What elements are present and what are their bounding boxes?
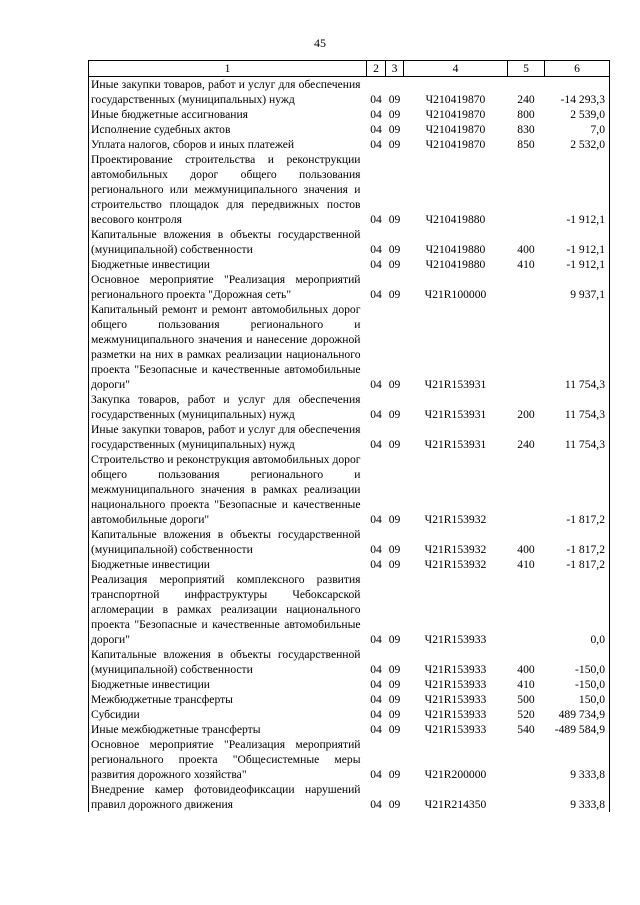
header-col-3: 3 [386,61,404,77]
row-amount: -1 912,1 [545,227,610,257]
row-subsection: 09 [388,438,401,451]
row-expense-type: 400 [517,543,535,556]
row-section: 04 [370,123,382,136]
row-amount: 2 539,0 [545,107,610,122]
row-expense-type: 850 [517,138,535,151]
row-subsection: 09 [388,258,401,271]
row-expense-type: 500 [517,693,535,706]
row-target-article: Ч21R153933 [424,708,487,721]
row-subsection: 09 [388,678,401,691]
row-name: Закупка товаров, работ и услуг для обеспечения государственных (муниципальных) нужд [89,392,367,422]
row-subsection: 09 [388,768,401,781]
table-row [89,77,610,108]
header-col-2: 2 [367,61,386,77]
row-expense-type: 240 [517,93,535,106]
row-subsection: 09 [388,213,401,226]
row-target-article: Ч21R153933 [424,678,487,691]
row-target-article: Ч210419870 [425,108,486,121]
table-row [89,722,610,737]
row-section: 04 [370,663,382,676]
row-amount: 7,0 [545,122,610,137]
row-subsection: 09 [388,798,401,811]
row-expense-type: 830 [517,123,535,136]
table-row [89,452,610,527]
row-section: 04 [370,513,382,526]
row-expense-type: 410 [517,678,535,691]
row-amount: -1 817,2 [545,557,610,572]
row-amount: -14 293,3 [545,77,610,108]
table-row [89,647,610,677]
row-subsection: 09 [388,693,401,706]
row-target-article: Ч21R153932 [424,558,487,571]
row-section: 04 [370,678,382,691]
row-name: Капитальные вложения в объекты государственной (муниципальной) собственности [89,647,367,677]
row-name: Иные закупки товаров, работ и услуг для обеспечения государственных (муниципальных) нужд [89,422,367,452]
row-name: Внедрение камер фотовидеофиксации нарушений правил дорожного движения [89,782,367,812]
page-number: 45 [314,36,326,50]
row-target-article: Ч21R153933 [424,633,487,646]
table-row [89,152,610,227]
header-col-6: 6 [545,61,610,77]
row-subsection: 09 [388,543,401,556]
row-expense-type: 200 [517,408,535,421]
row-target-article: Ч210419870 [425,93,486,106]
row-amount: 11 754,3 [545,302,610,392]
table-body [89,77,610,813]
header-col-5: 5 [508,61,545,77]
row-expense-type [508,737,545,782]
row-name: Проектирование строительства и реконструкции автомобильных дорог общего пользования регионального или межмуниципального значения и строительство площадок для передвижных постов весового контроля [89,152,367,227]
row-name: Бюджетные инвестиции [89,257,367,272]
row-amount: 150,0 [545,692,610,707]
row-section: 04 [370,798,382,811]
row-amount: 489 734,9 [545,707,610,722]
row-target-article: Ч21R153933 [424,723,487,736]
row-target-article: Ч21R100000 [424,288,487,301]
row-amount: -150,0 [545,647,610,677]
row-target-article: Ч21R153931 [424,438,487,451]
row-expense-type [508,782,545,812]
row-name: Бюджетные инвестиции [89,557,367,572]
row-name: Иные межбюджетные трансферты [89,722,367,737]
row-section: 04 [370,543,382,556]
row-name: Иные закупки товаров, работ и услуг для обеспечения государственных (муниципальных) нужд [89,77,367,108]
row-target-article: Ч210419870 [425,123,486,136]
row-target-article: Ч21R153932 [424,543,487,556]
row-target-article: Ч21R153932 [424,513,487,526]
row-expense-type: 540 [517,723,535,736]
table-row [89,692,610,707]
row-name: Бюджетные инвестиции [89,677,367,692]
row-subsection: 09 [388,558,401,571]
row-section: 04 [370,258,382,271]
row-amount: 11 754,3 [545,422,610,452]
row-name: Капитальные вложения в объекты государственной (муниципальной) собственности [89,227,367,257]
table-header-row [89,61,610,77]
row-section: 04 [370,558,382,571]
row-target-article: Ч21R153931 [424,378,487,391]
row-name: Межбюджетные трансферты [89,692,367,707]
row-amount: 2 532,0 [545,137,610,152]
row-subsection: 09 [388,108,401,121]
row-subsection: 09 [388,633,401,646]
row-subsection: 09 [388,123,401,136]
row-name: Капитальные вложения в объекты государственной (муниципальной) собственности [89,527,367,557]
row-amount: -1 817,2 [545,527,610,557]
row-name: Строительство и реконструкция автомобильных дорог общего пользования регионального и межмуниципального значения в рамках реализации национального проекта "Безопасные и качественные автомобильные дороги" [89,452,367,527]
row-amount: 9 333,8 [545,737,610,782]
header-col-1: 1 [89,61,367,77]
row-section: 04 [370,708,382,721]
table-row [89,707,610,722]
row-expense-type: 400 [517,243,535,256]
table-row [89,677,610,692]
table-row [89,572,610,647]
row-target-article: Ч210419870 [425,138,486,151]
row-amount: -1 817,2 [545,452,610,527]
row-subsection: 09 [388,708,401,721]
table-row [89,302,610,392]
row-amount: 9 333,8 [545,782,610,812]
row-target-article: Ч21R153933 [424,693,487,706]
row-expense-type [508,572,545,647]
table-row [89,422,610,452]
row-amount: -489 584,9 [545,722,610,737]
row-section: 04 [370,243,382,256]
budget-table [88,60,610,812]
row-target-article: Ч21R153931 [424,408,487,421]
row-section: 04 [370,213,382,226]
row-subsection: 09 [388,723,401,736]
row-amount: 9 937,1 [545,272,610,302]
row-section: 04 [370,378,382,391]
row-name: Иные бюджетные ассигнования [89,107,367,122]
row-name: Исполнение судебных актов [89,122,367,137]
row-name: Уплата налогов, сборов и иных платежей [89,137,367,152]
row-target-article: Ч21R153933 [424,663,487,676]
table-row [89,272,610,302]
row-section: 04 [370,138,382,151]
table-row [89,257,610,272]
row-section: 04 [370,633,382,646]
row-expense-type: 800 [517,108,535,121]
row-expense-type: 400 [517,663,535,676]
row-name: Основное мероприятие "Реализация мероприятий регионального проекта "Дорожная сеть" [89,272,367,302]
table-row [89,227,610,257]
row-subsection: 09 [388,513,401,526]
row-expense-type [508,272,545,302]
table-row [89,137,610,152]
row-section: 04 [370,93,382,106]
row-target-article: Ч210419880 [425,243,486,256]
row-subsection: 09 [388,93,401,106]
row-target-article: Ч21R214350 [424,798,487,811]
row-amount: -150,0 [545,677,610,692]
row-name: Реализация мероприятий комплексного развития транспортной инфраструктуры Чебоксарской агломерации в рамках реализации национального проекта "Безопасные и качественные автомобильные дороги" [89,572,367,647]
header-col-4: 4 [404,61,508,77]
row-name: Субсидии [89,707,367,722]
table-row [89,782,610,812]
row-expense-type [508,152,545,227]
row-section: 04 [370,408,382,421]
row-subsection: 09 [388,288,401,301]
row-section: 04 [370,108,382,121]
row-expense-type [508,302,545,392]
table-row [89,392,610,422]
row-section: 04 [370,288,382,301]
row-section: 04 [370,693,382,706]
row-section: 04 [370,768,382,781]
row-subsection: 09 [388,138,401,151]
row-target-article: Ч210419880 [425,213,486,226]
row-amount: 11 754,3 [545,392,610,422]
row-expense-type: 240 [517,438,535,451]
table-row [89,527,610,557]
row-section: 04 [370,723,382,736]
row-amount: -1 912,1 [545,257,610,272]
row-expense-type: 410 [517,258,535,271]
row-amount: -1 912,1 [545,152,610,227]
table-row [89,557,610,572]
row-name: Основное мероприятие "Реализация мероприятий регионального проекта "Общесистемные меры развития дорожного хозяйства" [89,737,367,782]
row-expense-type: 520 [517,708,535,721]
row-expense-type [508,452,545,527]
row-subsection: 09 [388,663,401,676]
row-amount: 0,0 [545,572,610,647]
row-section: 04 [370,438,382,451]
row-target-article: Ч21R200000 [424,768,487,781]
row-subsection: 09 [388,378,401,391]
row-subsection: 09 [388,408,401,421]
row-expense-type: 410 [517,558,535,571]
table-row [89,737,610,782]
row-subsection: 09 [388,243,401,256]
row-name: Капитальный ремонт и ремонт автомобильных дорог общего пользования регионального и межмуниципального значения и нанесение дорожной разметки на них в рамках реализации национального проекта "Безопасные и качественные автомобильные дороги" [89,302,367,392]
table-row [89,107,610,122]
row-target-article: Ч210419880 [425,258,486,271]
table-row [89,122,610,137]
